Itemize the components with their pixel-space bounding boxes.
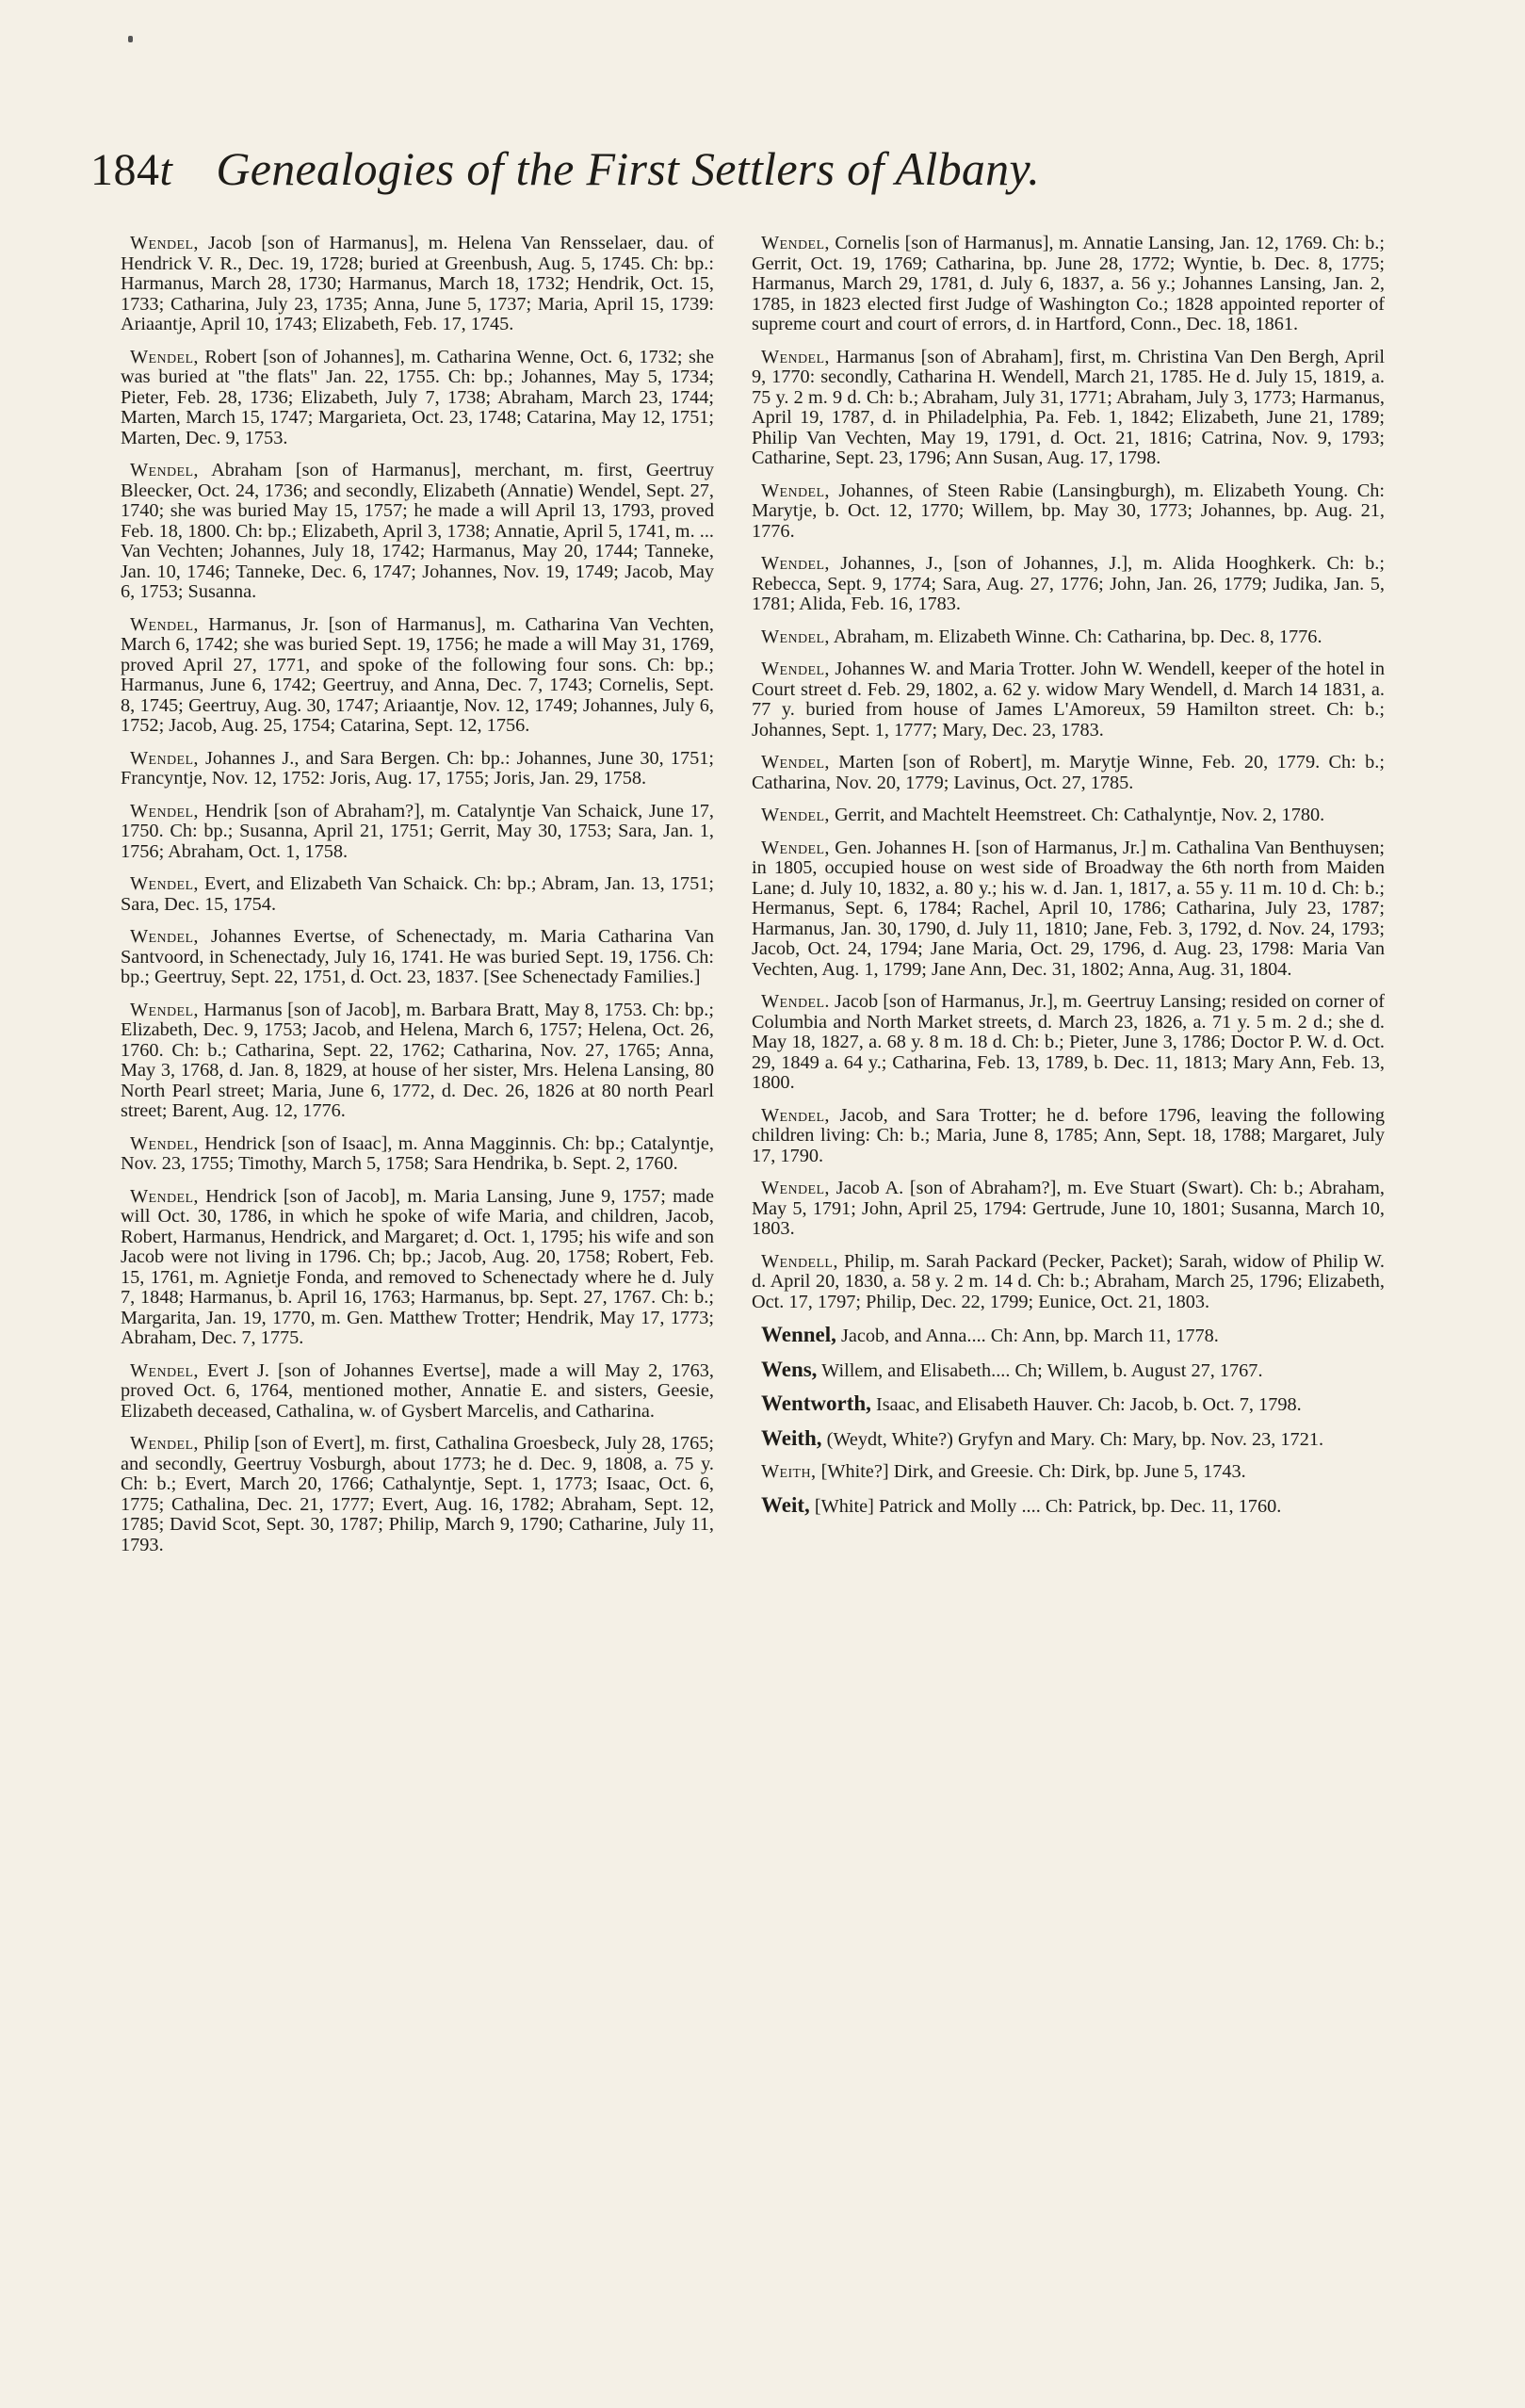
entry-surname: Weith, (761, 1461, 817, 1482)
running-title: Genealogies of the First Settlers of Albany. (216, 142, 1041, 195)
entry-text: Jacob [son of Harmanus], m. Helena Van Rensselaer, dau. of Hendrick V. R., Dec. 19, 1728; buried at Greenbush, Aug. 5, 1745. Ch: bp.: Harmanus, March 28, 1730; Harmanus, March 18, 1732; Hendrik, Oct. 15, 1733; Catharina, July 23, 1735; Anna, June 5, 1737; Maria, April 15, 1739: Ariaantje, April 10, 1743; Elizabeth, Feb. 17, 1745. (121, 233, 714, 334)
right-column (752, 234, 1385, 1529)
genealogy-entry (121, 749, 714, 789)
genealogy-entry (752, 992, 1385, 1094)
entry-surname: Wens, (761, 1357, 818, 1381)
entry-text: Willem, and Elisabeth.... Ch; Willem, b. August 27, 1767. (817, 1359, 1263, 1381)
entry-surname: Wendel, (761, 553, 830, 574)
entry-text: Isaac, and Elisabeth Hauver. Ch: Jacob, b. Oct. 7, 1798. (870, 1394, 1302, 1415)
entry-surname: Wendell, (761, 1250, 838, 1272)
entry-surname: Wendel, (130, 873, 199, 894)
entry-surname: Wendel, (761, 1104, 830, 1126)
entry-surname: Wendel, (130, 346, 199, 367)
genealogy-entry (752, 1325, 1385, 1347)
entry-surname: Weith, (761, 1425, 822, 1450)
entry-surname: Wendel, (130, 747, 199, 769)
genealogy-entry (752, 234, 1385, 335)
entry-text: Harmanus [son of Abraham], first, m. Christina Van Den Bergh, April 9, 1770: secondly, Catharina H. Wendell, March 21, 1785. He d. July 15, 1819, a. 75 y. 2 m. 9 d. Ch: b.; Abraham, July 31, 1771; Abraham, July 3, 1773; Harmanus, April 19, 1787, d. in Philadelphia, Pa. Feb. 1, 1842; Elizabeth, June 21, 1789; Philip Van Vechten, May 19, 1791, d. Oct. 21, 1816; Catrina, Nov. 9, 1793; Catharine, Sept. 23, 1796; Ann Susan, Aug. 17, 1798. (752, 346, 1385, 468)
entry-surname: Wendel, (130, 460, 199, 480)
entry-surname: Wendel, (130, 613, 199, 635)
entry-surname: Wendel, (761, 1178, 830, 1198)
entry-surname: Wendel, (130, 1132, 199, 1154)
entry-text: Johannes Evertse, of Schenectady, m. Maria Catharina Van Santvoord, in Schenectady, July 16, 1741. He was buried Sept. 19, 1756. Ch: bp.; Geertruy, Sept. 22, 1751, d. Oct. 23, 1837. [See Schenectady Families.] (121, 926, 714, 987)
entry-text: Evert, and Elizabeth Van Schaick. Ch: bp.; Abram, Jan. 13, 1751; Sara, Dec. 15, 1754. (121, 873, 714, 915)
page-header (90, 141, 1428, 207)
entry-text: Jacob A. [son of Abraham?], m. Eve Stuart (Swart). Ch: b.; Abraham, May 5, 1791; John, April 25, 1794: Gertrude, June 10, 1801; Susanna, March 10, 1803. (752, 1178, 1385, 1239)
entry-text: [White?] Dirk, and Greesie. Ch: Dirk, bp. June 5, 1743. (816, 1461, 1246, 1482)
genealogy-entry (752, 481, 1385, 543)
entry-surname: Wendel, (130, 1185, 199, 1207)
entry-text: Jacob, and Sara Trotter; he d. before 1796, leaving the following children living: Ch: b.; Maria, June 8, 1785; Ann, Sept. 18, 1788; Margaret, July 17, 1790. (752, 1104, 1385, 1166)
entry-text: Hendrick [son of Jacob], m. Maria Lansing, June 9, 1757; made will Oct. 30, 1786, in which he spoke of wife Maria, and children, Jacob, Robert, Harmanus, Hendrick, and Margaret; d. Oct. 1, 1795; his wife and son Jacob were not living in 1796. Ch; bp.; Jacob, Aug. 20, 1758; Robert, Feb. 15, 1761, m. Agnietje Fonda, and removed to Schenectady where he d. July 7, 1848; Harmanus, b. April 16, 1763; Harmanus, bp. Sept. 27, 1767. Ch: b.; Margarita, Jan. 19, 1770, m. Gen. Matthew Trotter; Hendrik, May 17, 1773; Abraham, Dec. 7, 1775. (121, 1185, 714, 1348)
entry-text: Cornelis [son of Harmanus], m. Annatie Lansing, Jan. 12, 1769. Ch: b.; Gerrit, Oct. 19, 1769; Catharina, bp. June 28, 1772; Wyntie, b. Dec. 8, 1775; Harmanus, March 29, 1781, d. July 6, 1837, a. 56 y.; Johannes Lansing, Jan. 2, 1785, in 1823 elected first Judge of Washington Co.; 1828 appointed reporter of supreme court and court of errors, d. in Hartford, Conn., Dec. 18, 1861. (752, 233, 1385, 334)
entry-text: Harmanus, Jr. [son of Harmanus], m. Catharina Van Vechten, March 6, 1742; she was buried Sept. 19, 1756; he made a will May 31, 1769, proved April 27, 1771, and spoke of the following four sons. Ch: bp.; Harmanus, June 6, 1742; Geertruy, and Anna, Dec. 7, 1743; Cornelis, Sept. 8, 1745; Geertruy, Aug. 30, 1747; Ariaantje, Nov. 12, 1749; Johannes, July 6, 1752; Jacob, Aug. 25, 1754; Catarina, Sept. 12, 1756. (121, 613, 714, 736)
genealogy-entry (752, 659, 1385, 740)
entry-surname: Wendel, (761, 752, 830, 773)
genealogy-entry (752, 1252, 1385, 1313)
genealogy-entry (121, 461, 714, 603)
entry-text: Jacob, and Anna.... Ch: Ann, bp. March 11, 1778. (836, 1326, 1219, 1346)
entry-surname: Wendel, (130, 1359, 199, 1381)
entry-surname: Wentworth, (761, 1391, 871, 1415)
entry-surname: Wendel. (761, 991, 830, 1012)
entry-text: Johannes, of Steen Rabie (Lansingburgh), m. Elizabeth Young. Ch: Marytje, b. Oct. 12, 1770; Willem, bp. May 30, 1773; Johannes, bp. Aug. 21, 1776. (752, 480, 1385, 542)
entry-text: Philip, m. Sarah Packard (Pecker, Packet); Sarah, widow of Philip W. d. April 20, 1830, a. 58 y. 2 m. 14 d. Ch: b.; Abraham, March 25, 1796; Elizabeth, Oct. 17, 1797; Philip, Dec. 22, 1799; Eunice, Oct. 21, 1803. (752, 1250, 1385, 1312)
genealogy-entry (752, 1106, 1385, 1167)
genealogy-entry (752, 1425, 1385, 1451)
entry-surname: Weit, (761, 1492, 810, 1517)
genealogy-entry (121, 615, 714, 737)
entry-text: Abraham [son of Harmanus], merchant, m. first, Geertruy Bleecker, Oct. 24, 1736; and secondly, Elizabeth (Annatie) Wendel, Sept. 27, 1740; she was buried May 15, 1757; he made a will April 13, 1793, proved Feb. 18, 1800. Ch: bp.; Elizabeth, April 3, 1738; Annatie, April 5, 1741, m. ... Van Vechten; Johannes, July 18, 1742; Harmanus, May 20, 1744; Tanneke, Jan. 10, 1746; Tanneke, Dec. 6, 1747; Johannes, Nov. 19, 1749; Jacob, May 6, 1753; Susanna. (121, 460, 714, 602)
genealogy-entry (752, 753, 1385, 793)
genealogy-entry (752, 348, 1385, 469)
entry-text: [White] Patrick and Molly .... Ch: Patrick, bp. Dec. 11, 1760. (809, 1495, 1282, 1517)
entry-surname: Wendel, (130, 800, 199, 822)
entry-surname: Wendel, (130, 1433, 199, 1454)
genealogy-entry (752, 1393, 1385, 1416)
entry-text: Abraham, m. Elizabeth Winne. Ch: Catharina, bp. Dec. 8, 1776. (829, 626, 1322, 647)
left-column (121, 234, 714, 1568)
genealogy-entry (752, 554, 1385, 615)
genealogy-entry (752, 1179, 1385, 1240)
entry-text: Gen. Johannes H. [son of Harmanus, Jr.] m. Cathalina Van Benthuysen; in 1805, occupied house on west side of Broadway the 6th north from Maiden Lane; d. July 10, 1832, a. 80 y.; his w. d. Jan. 1, 1817, a. 55 y. 11 m. 10 d. Ch: b.; Hermanus, Sept. 6, 1784; Rachel, April 10, 1786; Catharina, July 23, 1787; Harmanus, Jan. 30, 1790, d. July 11, 1810; Jane, Feb. 3, 1792, d. Nov. 24, 1793; Jacob, Oct. 24, 1794; Jane Maria, Oct. 29, 1796, d. Aug. 23, 1798: Maria Van Vechten, Aug. 1, 1799; Jane Ann, Dec. 31, 1802; Anna, Aug. 31, 1804. (752, 837, 1385, 980)
genealogy-entry (752, 627, 1385, 648)
genealogy-entry (752, 1462, 1385, 1483)
ink-speck (128, 36, 133, 42)
entry-surname: Wendel, (761, 837, 830, 858)
entry-surname: Wendel, (130, 999, 199, 1020)
genealogy-entry (752, 838, 1385, 981)
entry-surname: Wendel, (761, 346, 830, 367)
entry-text: Jacob [son of Harmanus, Jr.], m. Geertruy Lansing; resided on corner of Columbia and North Market streets, d. March 23, 1826, a. 71 y. 5 m. 2 d.; she d. May 18, 1827, a. 68 y. 8 m. 18 d. Ch: b.; Pieter, June 3, 1786; Doctor P. W. d. Oct. 29, 1849 a. 64 y.; Catharina, Feb. 13, 1789, b. Dec. 11, 1813; Mary Ann, Feb. 13, 1800. (752, 991, 1386, 1093)
genealogy-entry (121, 1361, 714, 1423)
genealogy-entry (121, 348, 714, 449)
entry-text: Johannes J., and Sara Bergen. Ch: bp.: Johannes, June 30, 1751; Francyntje, Nov. 12, 1752: Joris, Aug. 17, 1755; Joris, Jan. 29, 1758. (121, 747, 714, 789)
entry-text: Harmanus [son of Jacob], m. Barbara Bratt, May 8, 1753. Ch: bp.; Elizabeth, Dec. 9, 1753; Jacob, and Helena, March 6, 1757; Helena, Oct. 26, 1760. Ch: b.; Catharina, Sept. 22, 1762; Catharina, Nov. 27, 1765; Anna, May 3, 1768, d. Jan. 8, 1829, at house of her sister, Mrs. Helena Lansing, 80 North Pearl street; Maria, June 6, 1772, d. Dec. 26, 1826 at 80 north Pearl street; Barent, Aug. 12, 1776. (121, 999, 714, 1121)
genealogy-entry (121, 1434, 714, 1555)
entry-text: Johannes W. and Maria Trotter. John W. Wendell, keeper of the hotel in Court street d. Feb. 29, 1802, a. 62 y. widow Mary Wendell, d. March 14 1831, a. 77 y. buried from house of James L'Amoreux, 59 Hamilton street. Ch: b.; Johannes, Sept. 1, 1777; Mary, Dec. 23, 1783. (752, 659, 1385, 740)
genealogy-entry (121, 927, 714, 988)
entry-text: Robert [son of Johannes], m. Catharina Wenne, Oct. 6, 1732; she was buried at "the flats" Jan. 22, 1755. Ch: bp.; Johannes, May 5, 1734; Pieter, Feb. 28, 1736; Elizabeth, July 7, 1738; Abraham, March 23, 1744; Marten, March 15, 1747; Margarieta, Oct. 23, 1748; Catarina, May 12, 1751; Marten, Dec. 9, 1753. (121, 346, 714, 448)
entry-surname: Wennel, (761, 1323, 836, 1346)
genealogy-entry (121, 1134, 714, 1175)
entry-surname: Wendel, (761, 659, 830, 679)
genealogy-entry (121, 234, 714, 335)
page-number: 184t (90, 145, 173, 195)
entry-text: Johannes, J., [son of Johannes, J.], m. Alida Hooghkerk. Ch: b.; Rebecca, Sept. 9, 1774; Sara, Aug. 27, 1776; John, Jan. 26, 1779; Judika, Jan. 5, 1781; Alida, Feb. 16, 1783. (752, 553, 1385, 614)
genealogy-entry (121, 874, 714, 915)
entry-surname: Wendel, (130, 233, 199, 253)
genealogy-entry (121, 1187, 714, 1349)
entry-surname: Wendel, (761, 626, 830, 647)
entry-text: Marten [son of Robert], m. Marytje Winne, Feb. 20, 1779. Ch: b.; Catharina, Nov. 20, 1779; Lavinus, Oct. 27, 1785. (752, 752, 1385, 793)
entry-surname: Wendel, (761, 805, 830, 825)
entry-surname: Wendel, (761, 480, 830, 501)
genealogy-entry (752, 1492, 1385, 1518)
entry-text: Philip [son of Evert], m. first, Cathalina Groesbeck, July 28, 1765; and secondly, Geertruy Vosburgh, about 1773; he d. Dec. 9, 1808, a. 75 y. Ch: b.; Evert, March 20, 1766; Cathalyntje, Sept. 1, 1773; Isaac, Oct. 6, 1775; Cathalina, Dec. 21, 1777; Evert, Aug. 16, 1782; Abraham, Sept. 12, 1785; David Scot, Sept. 30, 1787; Philip, March 9, 1790; Catharine, July 11, 1793. (121, 1433, 714, 1555)
entry-surname: Wendel, (761, 233, 830, 253)
genealogy-entry (752, 1359, 1385, 1382)
entry-text: Hendrik [son of Abraham?], m. Catalyntje Van Schaick, June 17, 1750. Ch: bp.; Susanna, April 21, 1751; Gerrit, May 30, 1753; Sara, Jan. 1, 1756; Abraham, Oct. 1, 1758. (121, 800, 714, 862)
entry-text: (Weydt, White?) Gryfyn and Mary. Ch: Mary, bp. Nov. 23, 1721. (821, 1428, 1324, 1450)
entry-text: Evert J. [son of Johannes Evertse], made a will May 2, 1763, proved Oct. 6, 1764, mentioned mother, Annatie E. and sisters, Geesie, Elizabeth deceased, Cathalina, w. of Gysbert Marcelis, and Catharina. (121, 1359, 714, 1422)
entry-text: Hendrick [son of Isaac], m. Anna Magginnis. Ch: bp.; Catalyntje, Nov. 23, 1755; Timothy, March 5, 1758; Sara Hendrika, b. Sept. 2, 1760. (121, 1132, 714, 1174)
entry-surname: Wendel, (130, 926, 199, 947)
genealogy-entry (121, 802, 714, 863)
genealogy-entry (121, 1001, 714, 1122)
genealogy-entry (752, 805, 1385, 826)
entry-text: Gerrit, and Machtelt Heemstreet. Ch: Cathalyntje, Nov. 2, 1780. (829, 805, 1325, 825)
